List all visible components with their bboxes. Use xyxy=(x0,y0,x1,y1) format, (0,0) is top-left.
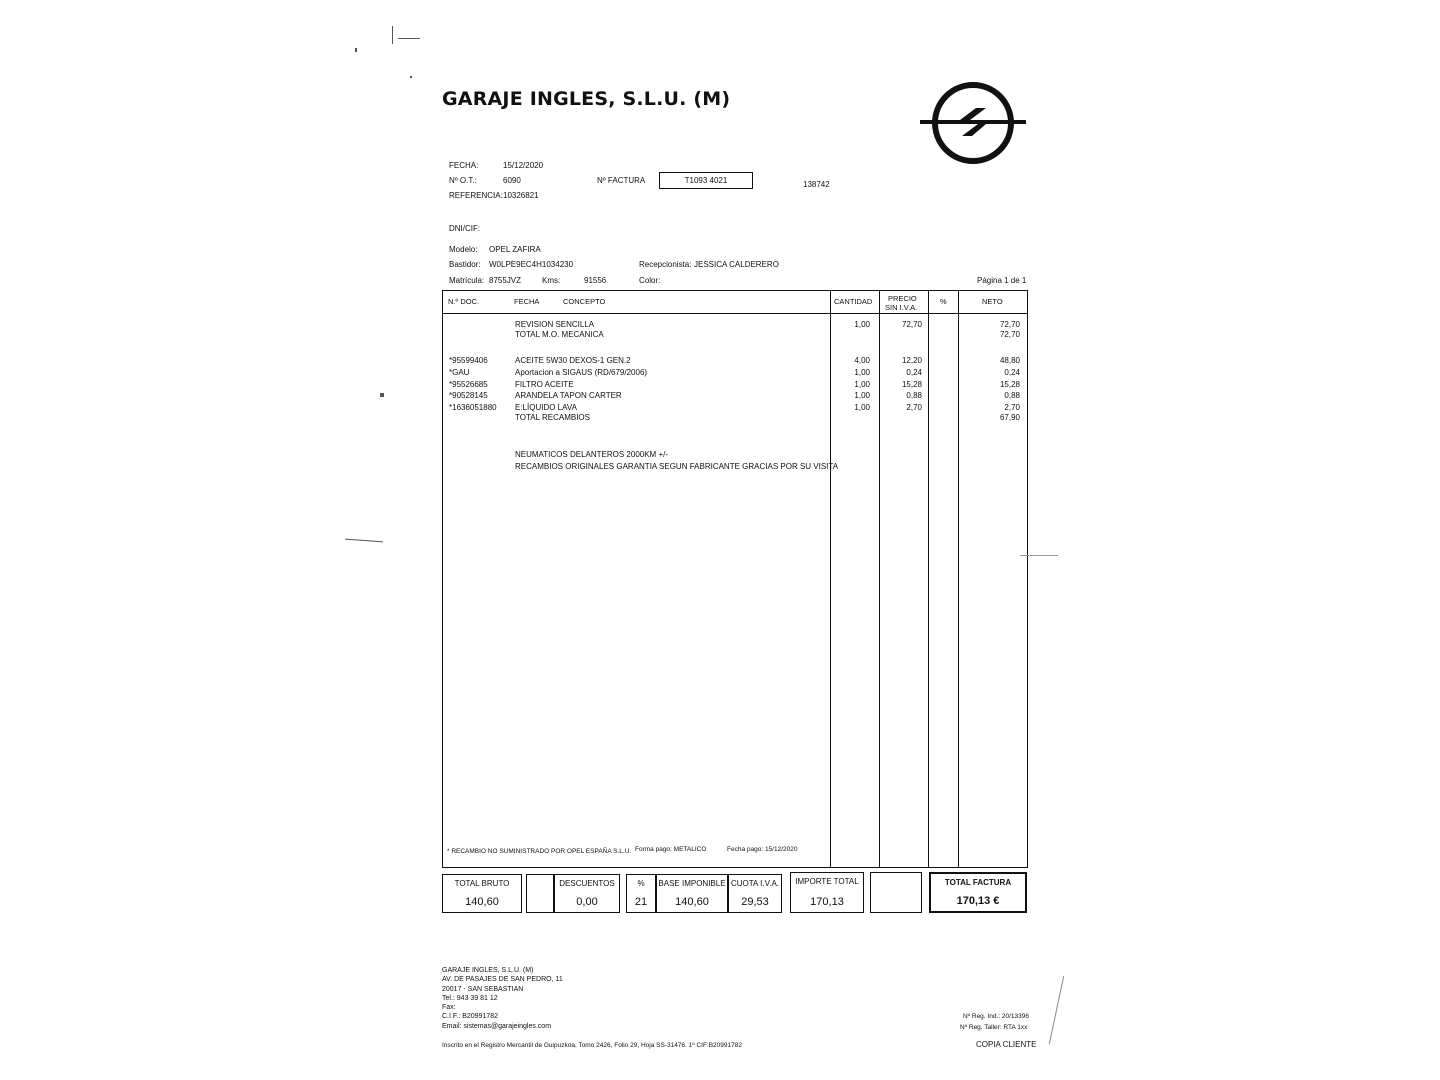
scan-speck xyxy=(398,38,420,39)
footer-line: 20017 - SAN SEBASTIAN xyxy=(442,985,524,993)
row-neto: 72,70 xyxy=(999,320,1020,329)
header-fecha: FECHA xyxy=(514,297,540,306)
footer-line: Tel.: 943 39 81 12 xyxy=(442,994,498,1002)
ot-value: 6090 xyxy=(503,176,521,185)
col-divider xyxy=(958,290,959,867)
modelo-label: Modelo: xyxy=(449,245,478,254)
footer-line: AV. DE PASAJES DE SAN PEDRO, 11 xyxy=(442,976,563,984)
referencia-label: REFERENCIA: xyxy=(449,191,503,200)
bastidor-value: W0LPE9EC4H1034230 xyxy=(489,260,574,269)
row-doc: *GAU xyxy=(449,368,470,377)
header-doc: N.º DOC. xyxy=(448,297,480,306)
row-doc: *95599406 xyxy=(449,356,488,365)
total-bruto-value: 140,60 xyxy=(465,896,499,908)
forma-pago: Forma pago: METALICO xyxy=(635,846,707,853)
row-precio: 15,28 xyxy=(901,380,922,389)
note-garantia: RECAMBIOS ORIGINALES GARANTIA SEGUN FABRICANTE GRACIAS POR SU VISITA xyxy=(515,462,839,471)
opel-logo-icon xyxy=(920,80,1026,166)
fecha-label: FECHA: xyxy=(449,161,479,170)
scan-speck xyxy=(380,393,384,397)
note-neumaticos: NEUMATICOS DELANTEROS 2000KM +/- xyxy=(515,450,668,459)
footnote: * RECAMBIO NO SUMINISTRADO POR OPEL ESPAÑA S.L.U. xyxy=(447,848,632,855)
fecha-value: 15/12/2020 xyxy=(503,161,544,170)
row-neto: 0,88 xyxy=(1004,391,1020,400)
cuota-label: CUOTA I.V.A. xyxy=(730,879,779,888)
header-precio-1: PRECIO xyxy=(888,294,917,303)
row-concepto: Aportacion a SIGAUS (RD/679/2006) xyxy=(515,368,648,377)
copia-cliente: COPIA CLIENTE xyxy=(976,1040,1037,1049)
row-neto: 15,28 xyxy=(999,380,1020,389)
descuentos-box xyxy=(554,874,620,913)
importe-value: 170,13 xyxy=(810,896,844,908)
header-pct: % xyxy=(940,297,947,306)
total-factura-box xyxy=(929,872,1027,913)
pct-box xyxy=(626,874,656,913)
total-factura-value: 170,13 € xyxy=(956,895,1000,907)
scan-speck xyxy=(410,76,412,78)
row-concepto: E:LÍQUIDO LAVA xyxy=(515,403,577,412)
base-value: 140,60 xyxy=(675,896,709,908)
row-cantidad: 1,00 xyxy=(854,391,870,400)
header-cantidad: CANTIDAD xyxy=(834,297,873,306)
total-bruto-label: TOTAL BRUTO xyxy=(454,879,510,888)
descuentos-value: 0,00 xyxy=(576,896,598,908)
row-concepto: ACEITE 5W30 DEXOS-1 GEN.2 xyxy=(515,356,631,365)
pct-label: % xyxy=(637,879,645,888)
recepcionista-value: JESSICA CALDERERO xyxy=(694,260,779,269)
row-doc: *95526685 xyxy=(449,380,488,389)
color-label: Color: xyxy=(639,276,661,285)
blank-box xyxy=(526,874,554,913)
cuota-box xyxy=(728,874,782,913)
col-divider xyxy=(879,290,880,867)
scan-speck xyxy=(345,539,383,543)
row-doc: *90528145 xyxy=(449,391,488,400)
row-cantidad: 1,00 xyxy=(854,403,870,412)
table-header-divider xyxy=(442,313,1027,314)
footer-line: Fax: xyxy=(442,1004,456,1012)
row-cantidad: 1,00 xyxy=(854,320,870,329)
dni-label: DNI/CIF: xyxy=(449,224,481,233)
ot-label: Nº O.T.: xyxy=(449,176,477,185)
row-neto: 0,24 xyxy=(1004,368,1020,377)
row-doc: *1636051880 xyxy=(449,403,497,412)
reg-taller: Nº Reg. Taller: RTA 1xx xyxy=(960,1024,1028,1031)
company-name: GARAJE INGLES, S.L.U. (M) xyxy=(442,88,731,110)
footer-line: GARAJE INGLES, S.L.U. (M) xyxy=(442,967,534,974)
footer-line: C.I.F.: B20991782 xyxy=(442,1013,499,1021)
scan-speck xyxy=(392,26,393,44)
scan-speck xyxy=(1020,555,1058,556)
scan-speck xyxy=(355,48,357,52)
row-cantidad: 4,00 xyxy=(854,356,870,365)
kms-label: Kms: xyxy=(542,276,561,285)
row-concepto: ARANDELA TAPON CARTER xyxy=(515,391,622,400)
bastidor-label: Bastidor: xyxy=(449,260,481,269)
row-concepto: FILTRO ACEITE xyxy=(515,380,574,389)
factura-number: T1093 4021 xyxy=(659,172,753,189)
row-precio: 0,88 xyxy=(906,391,922,400)
base-box xyxy=(656,874,728,913)
row-precio: 2,70 xyxy=(906,403,922,412)
row-neto: 67,90 xyxy=(999,413,1020,422)
page-number: Página 1 de 1 xyxy=(977,276,1027,285)
cuota-value: 29,53 xyxy=(741,896,769,908)
matricula-value: 8755JVZ xyxy=(489,276,522,285)
row-precio: 12,20 xyxy=(901,356,922,365)
importe-box xyxy=(790,872,864,913)
scan-speck xyxy=(1049,976,1065,1045)
row-neto: 72,70 xyxy=(999,330,1020,339)
row-precio: 72,70 xyxy=(901,320,922,329)
footer-line: Email: sistemas@garajeingles.com xyxy=(442,1022,552,1030)
descuentos-label: DESCUENTOS xyxy=(559,879,615,888)
total-bruto-box xyxy=(442,874,522,913)
blank-box xyxy=(870,872,922,913)
importe-label: IMPORTE TOTAL xyxy=(795,877,859,886)
registro-mercantil: Inscrito en el Registro Mercantil de Guipuzkoa, Tomo 2426, Folio 29, Hoja SS-31476. 1º CIF:B20991782 xyxy=(442,1042,742,1049)
row-neto: 48,80 xyxy=(999,356,1020,365)
row-neto: 2,70 xyxy=(1004,403,1020,412)
row-cantidad: 1,00 xyxy=(854,368,870,377)
base-label: BASE IMPONIBLE xyxy=(658,879,726,888)
col-divider xyxy=(830,290,831,867)
header-concepto: CONCEPTO xyxy=(563,297,606,306)
row-cantidad: 1,00 xyxy=(854,380,870,389)
row-precio: 0,24 xyxy=(906,368,922,377)
recepcionista-label: Recepcionista: xyxy=(639,260,692,269)
extra-number: 138742 xyxy=(803,180,830,189)
row-concepto: TOTAL RECAMBIOS xyxy=(515,413,590,422)
kms-value: 91556 xyxy=(584,276,607,285)
row-concepto: TOTAL M.O. MECANICA xyxy=(515,330,604,339)
reg-ind: Nº Reg. Ind.: 20/13396 xyxy=(963,1013,1029,1020)
fecha-pago: Fecha pago: 15/12/2020 xyxy=(727,846,798,853)
footer-address xyxy=(442,966,563,1031)
referencia-value: 10326821 xyxy=(503,191,539,200)
header-precio-2: SIN I.V.A. xyxy=(885,303,918,312)
modelo-value: OPEL ZAFIRA xyxy=(489,245,541,254)
matricula-label: Matrícula: xyxy=(449,276,485,285)
col-divider xyxy=(928,290,929,867)
factura-label: Nº FACTURA xyxy=(597,176,646,185)
total-factura-label: TOTAL FACTURA xyxy=(944,878,1012,887)
row-concepto: REVISION SENCILLA xyxy=(515,320,595,329)
header-neto: NETO xyxy=(982,297,1003,306)
pct-value: 21 xyxy=(634,896,648,908)
